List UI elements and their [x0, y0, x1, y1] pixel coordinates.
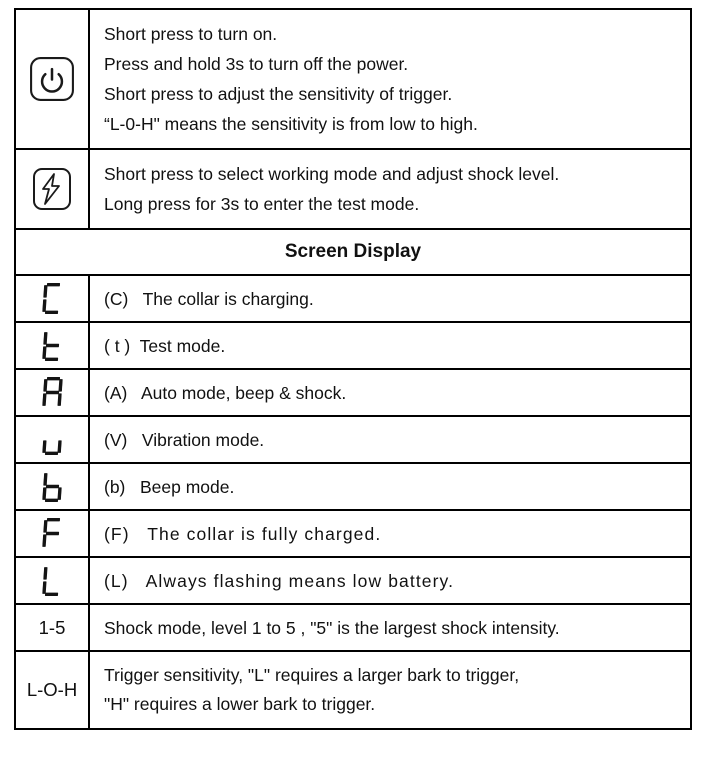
mode-button-row	[16, 148, 690, 228]
seven-segment-glyph-f	[43, 518, 62, 549]
power-icon-cell	[16, 10, 90, 148]
glyph-cell	[16, 464, 90, 509]
sensitivity-label: L-O-H	[26, 679, 78, 700]
instruction-line: Short press to select working mode and adjust shock level.	[104, 164, 560, 184]
display-row-charging	[16, 274, 690, 321]
instruction-line: Short press to adjust the sensitivity of trigger.	[104, 84, 453, 104]
display-description: (A) Auto mode, beep & shock.	[104, 382, 347, 403]
shock-level-label: 1-5	[38, 616, 66, 638]
sensitivity-line: "H" requires a lower bark to trigger.	[104, 694, 376, 714]
label-cell	[16, 605, 90, 650]
display-description: (L) Always flashing means low battery.	[104, 570, 455, 591]
instruction-line: Long press for 3s to enter the test mode.	[104, 194, 420, 214]
instruction-line: “L-0-H" means the sensitivity is from low to high.	[104, 114, 478, 134]
label-cell	[16, 652, 90, 728]
shock-level-description: Shock mode, level 1 to 5 , "5" is the largest shock intensity.	[104, 617, 560, 638]
seven-segment-glyph-b	[43, 471, 62, 502]
display-description: (V) Vibration mode.	[104, 429, 265, 450]
display-row-vibration	[16, 415, 690, 462]
glyph-cell	[16, 323, 90, 368]
display-row-full-charge	[16, 509, 690, 556]
instruction-table	[14, 8, 692, 730]
sensitivity-line: Trigger sensitivity, "L" requires a larger bark to trigger,	[104, 665, 520, 685]
glyph-cell	[16, 370, 90, 415]
mode-icon-cell	[16, 150, 90, 228]
instruction-line: Press and hold 3s to turn off the power.	[104, 54, 409, 74]
seven-segment-glyph-u	[43, 424, 62, 455]
sensitivity-row	[16, 650, 690, 728]
display-row-beep	[16, 462, 690, 509]
display-description: ( t ) Test mode.	[104, 335, 226, 356]
mode-instructions	[90, 150, 690, 228]
glyph-cell	[16, 511, 90, 556]
display-description: (F) The collar is fully charged.	[104, 523, 382, 544]
power-icon	[29, 56, 75, 102]
glyph-cell	[16, 417, 90, 462]
section-header-row	[16, 228, 690, 274]
display-row-auto	[16, 368, 690, 415]
display-description: (C) The collar is charging.	[104, 288, 314, 309]
shock-level-row	[16, 603, 690, 650]
glyph-cell	[16, 558, 90, 603]
instruction-line: Short press to turn on.	[104, 24, 278, 44]
power-instructions	[90, 10, 690, 148]
power-button-row	[16, 10, 690, 148]
display-description: (b) Beep mode.	[104, 476, 235, 497]
lightning-icon	[30, 167, 74, 211]
display-row-low-battery	[16, 556, 690, 603]
seven-segment-glyph-a	[43, 377, 62, 408]
seven-segment-glyph-c	[43, 283, 62, 314]
section-header: Screen Display	[284, 241, 422, 262]
display-row-test	[16, 321, 690, 368]
seven-segment-glyph-t	[43, 330, 62, 361]
sensitivity-description	[90, 652, 690, 728]
seven-segment-glyph-l	[43, 565, 62, 596]
glyph-cell	[16, 276, 90, 321]
